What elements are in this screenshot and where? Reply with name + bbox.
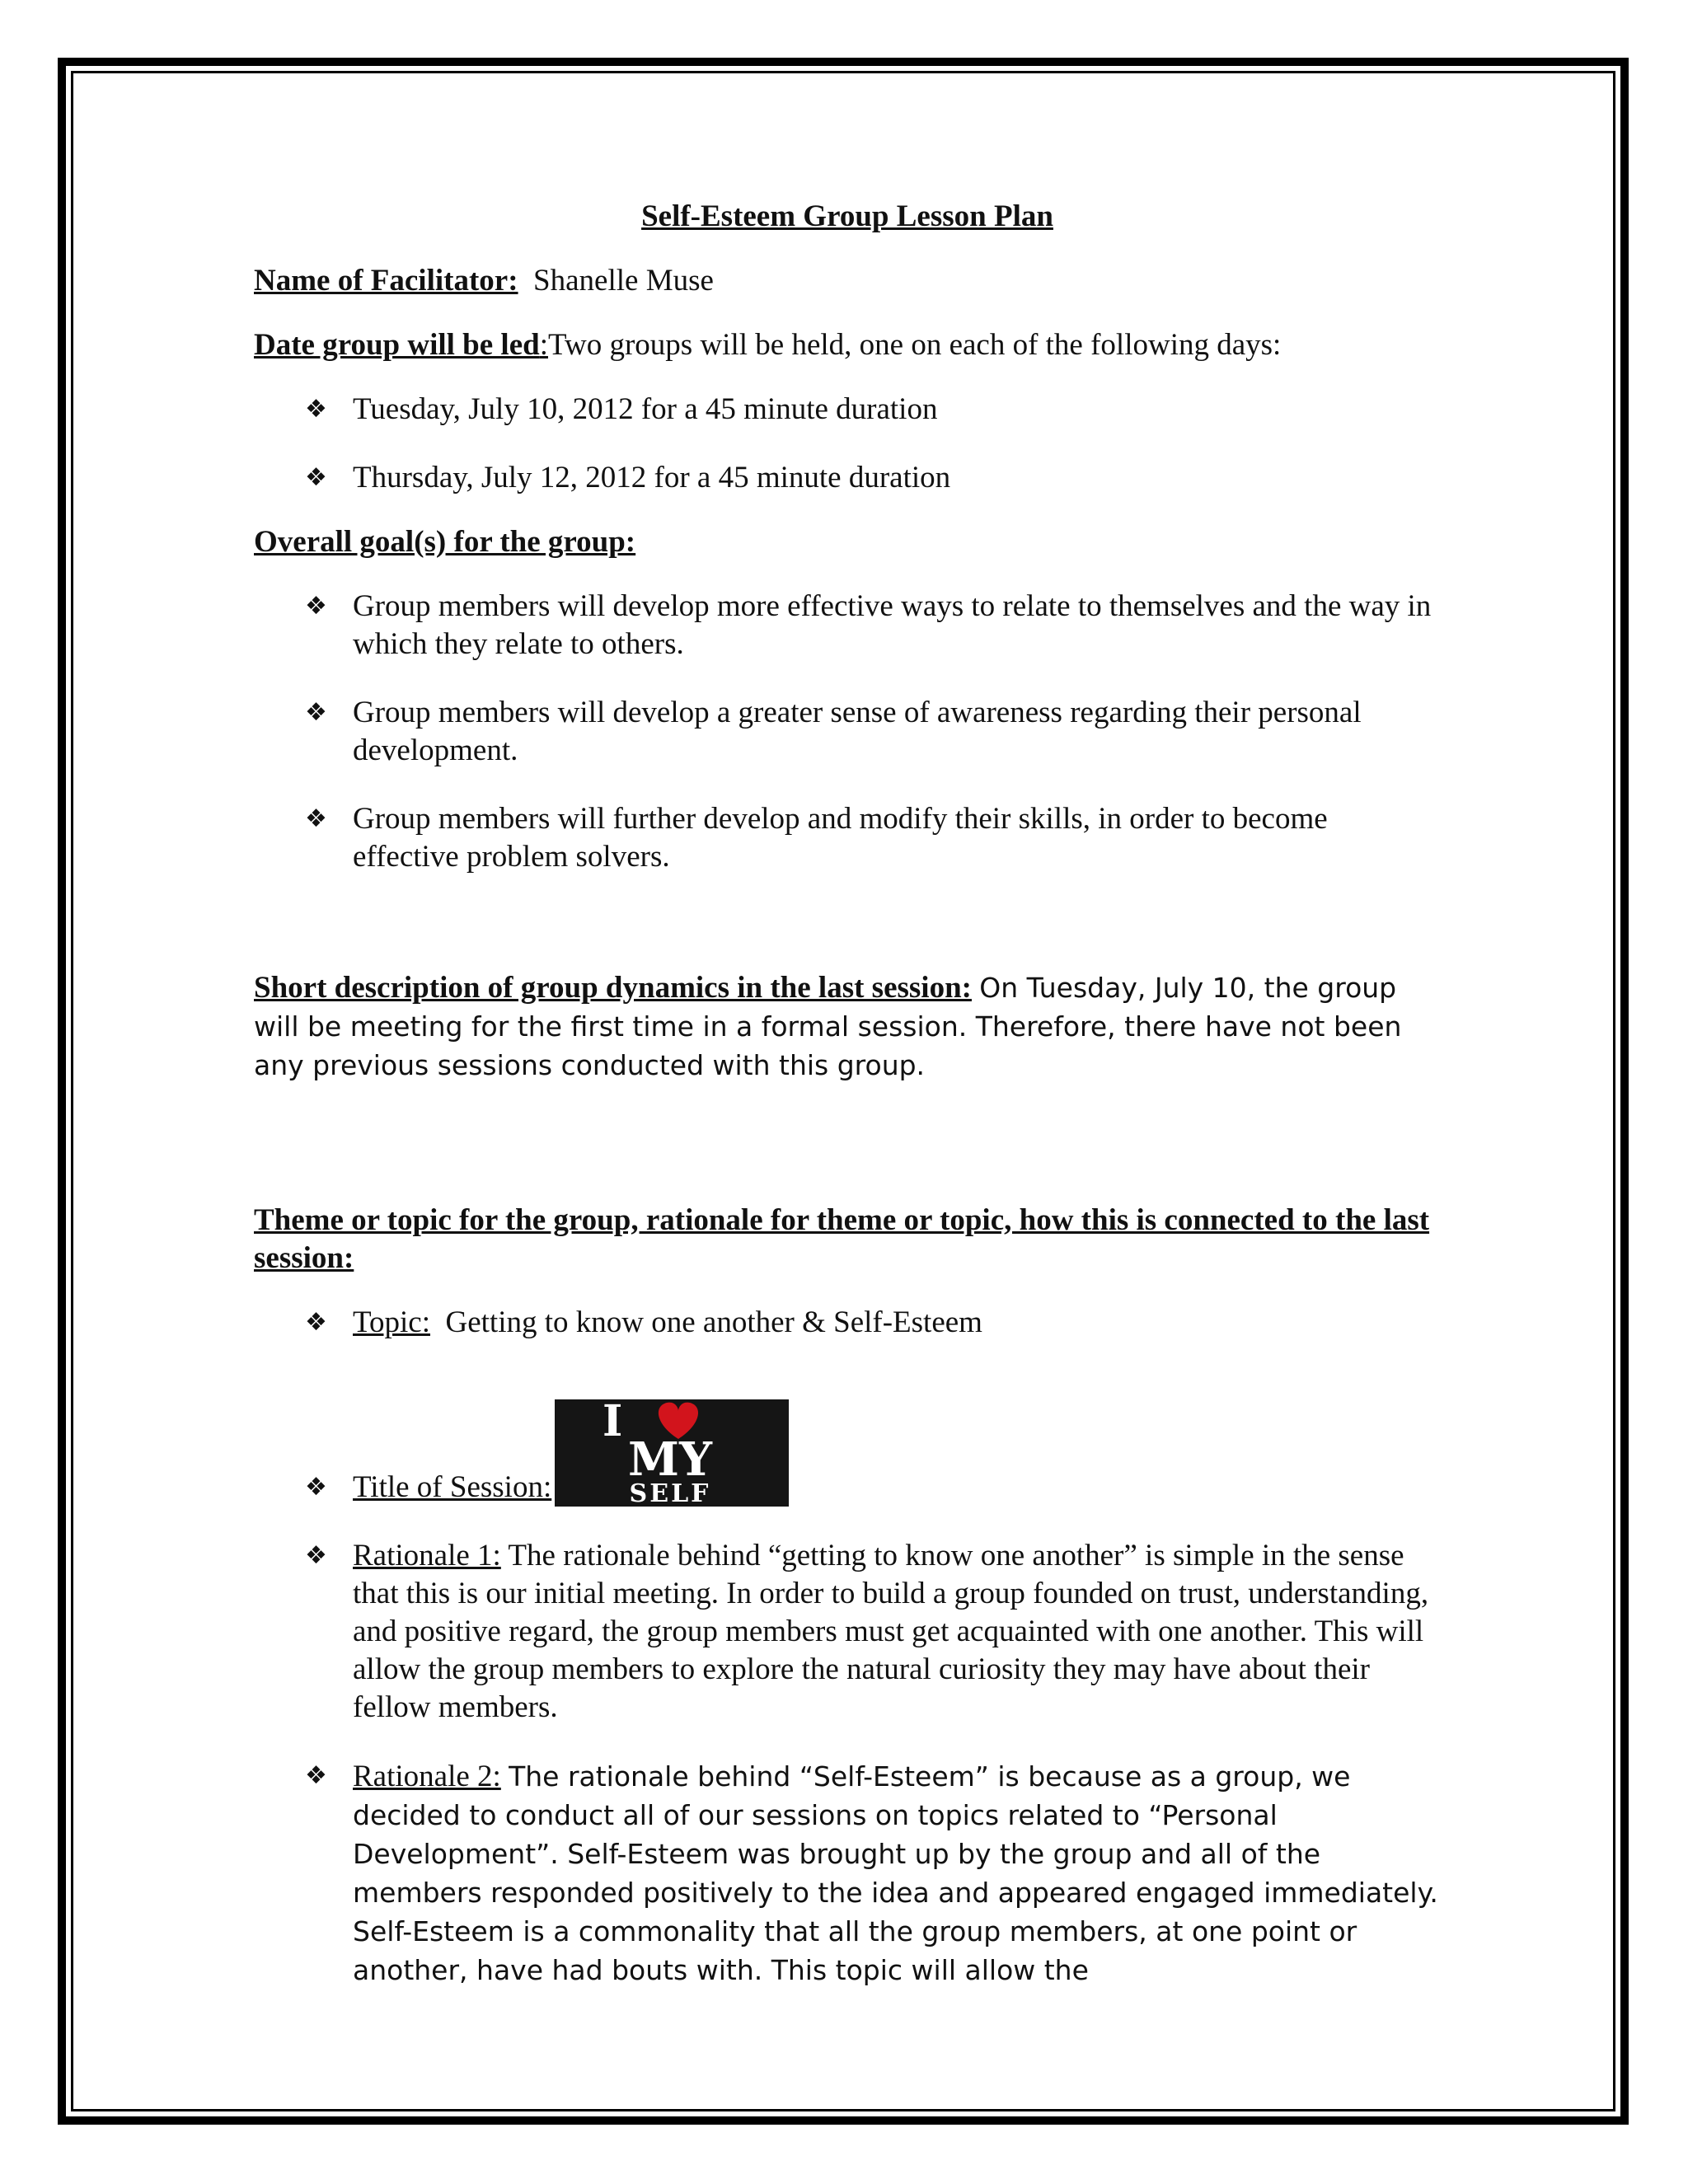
session-title-label: Title of Session:	[353, 1470, 552, 1504]
spacer	[254, 1111, 1441, 1202]
goal-item-text: Group members will develop more effective ways to relate to themselves and the way in which they relate to others.	[353, 589, 1432, 661]
facilitator-value: Shanelle Muse	[533, 264, 714, 298]
bullet-icon: ❖	[305, 804, 327, 833]
session-title-row	[353, 1399, 1441, 1507]
goals-heading	[254, 523, 1441, 561]
list-item	[254, 1304, 1441, 1342]
logo-text-my: MY	[628, 1432, 713, 1487]
list-item	[254, 694, 1441, 770]
bullet-icon: ❖	[305, 698, 327, 727]
date-colon: :	[539, 328, 548, 362]
bullet-icon: ❖	[305, 463, 327, 492]
dynamics-text: On Tuesday, July 10, the group will be meeting for the first time in a formal session. Therefore, there have not been any previous sessions conducted with this group.	[254, 972, 1402, 1081]
date-item-text: Tuesday, July 10, 2012 for a 45 minute duration	[353, 392, 938, 426]
rationale2-text: The rationale behind “Self-Esteem” is because as a group, we decided to conduct all of our sessions on topics related to “Personal Development”. Self-Esteem was brought up by the group and all of the members responded positively to the idea and appeared engaged immediately. Self-Esteem is a commonality that all the group members, at one point or another, have had bouts with. This topic will allow the	[353, 1760, 1438, 1986]
bullet-icon: ❖	[305, 1308, 327, 1337]
facilitator-label: Name of Facilitator:	[254, 264, 518, 298]
list-item	[254, 1399, 1441, 1507]
dynamics-label: Short description of group dynamics in the last session:	[254, 971, 972, 1005]
rationale1-text: The rationale behind “getting to know one another” is simple in the sense that this is our initial meeting. In order to build a group founded on trust, understanding, and positive regard, the group members must get acquainted with one another. This will allow the group members to explore the natural curiosity they may have about their fellow members.	[353, 1539, 1429, 1724]
goals-list	[254, 588, 1441, 876]
goals-label: Overall goal(s) for the group:	[254, 525, 636, 559]
page-title: Self-Esteem Group Lesson Plan	[641, 199, 1053, 233]
date-value: Two groups will be held, one on each of the following days:	[548, 328, 1282, 362]
i-love-myself-logo	[555, 1399, 789, 1507]
theme-list	[254, 1304, 1441, 1990]
list-item	[254, 1757, 1441, 1990]
list-item	[254, 588, 1441, 663]
logo-text-i: I	[603, 1399, 623, 1446]
theme-heading	[254, 1202, 1441, 1277]
list-item	[254, 800, 1441, 876]
theme-label: Theme or topic for the group, rationale for theme or topic, how this is connected to the last session:	[254, 1203, 1430, 1275]
bullet-icon: ❖	[305, 1761, 327, 1790]
spacer	[254, 902, 1441, 968]
goal-item-text: Group members will further develop and modify their skills, in order to become effective problem solvers.	[353, 802, 1328, 874]
bullet-icon: ❖	[305, 395, 327, 424]
goal-item-text: Group members will develop a greater sense of awareness regarding their personal development.	[353, 696, 1362, 767]
date-line	[254, 326, 1441, 364]
document-body	[254, 198, 1441, 2016]
list-item	[254, 459, 1441, 497]
list-item	[254, 1537, 1441, 1727]
rationale1-label: Rationale 1:	[353, 1539, 501, 1572]
dynamics-paragraph	[254, 968, 1441, 1085]
topic-label: Topic:	[353, 1305, 430, 1339]
bullet-icon: ❖	[305, 1473, 327, 1502]
rationale2-label: Rationale 2:	[353, 1760, 501, 1793]
date-item-text: Thursday, July 12, 2012 for a 45 minute duration	[353, 461, 951, 494]
facilitator-line	[254, 262, 1441, 300]
date-label: Date group will be led	[254, 328, 540, 362]
list-item	[254, 391, 1441, 429]
logo-text-self: SELF	[629, 1479, 711, 1507]
date-list	[254, 391, 1441, 497]
bullet-icon: ❖	[305, 592, 327, 621]
topic-value: Getting to know one another & Self-Esteem	[445, 1305, 982, 1339]
bullet-icon: ❖	[305, 1541, 327, 1570]
